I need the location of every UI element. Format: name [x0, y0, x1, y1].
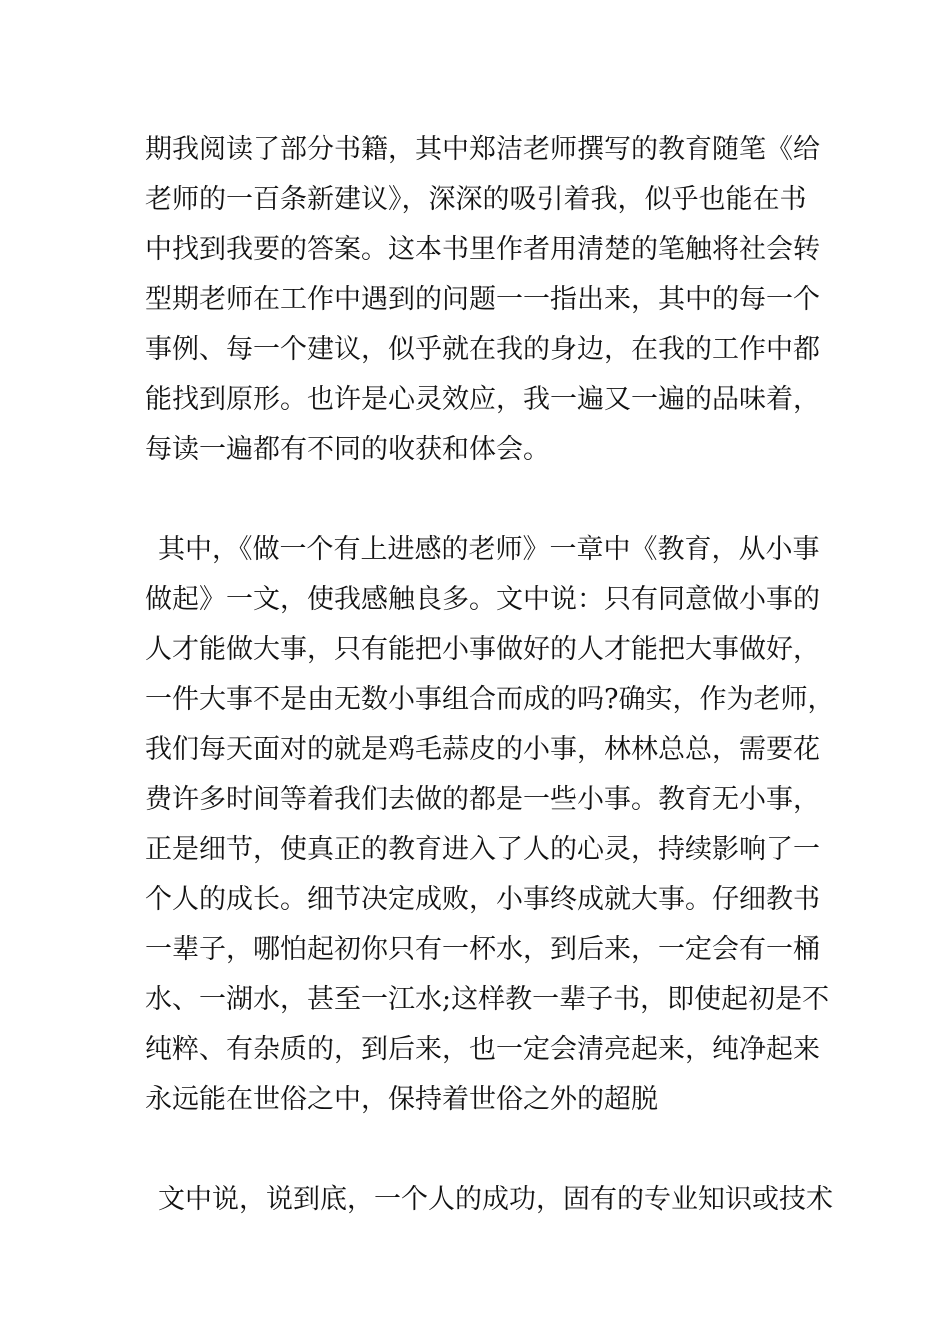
text-line: 纯粹、有杂质的，到后来，也一定会清亮起来，纯净起来	[145, 1034, 820, 1065]
text-line: 其中，《做一个有上进感的老师》一章中《教育，从小事	[158, 534, 820, 565]
text-line: 我们每天面对的就是鸡毛蒜皮的小事，林林总总，需要花	[145, 734, 820, 765]
text-line: 老师的一百条新建议》，深深的吸引着我，似乎也能在书	[145, 184, 807, 215]
text-line: 个人的成长。细节决定成败，小事终成就大事。仔细教书	[145, 884, 820, 915]
text-line: 事例、每一个建议，似乎就在我的身边，在我的工作中都	[145, 334, 820, 365]
text-line: 一件大事不是由无数小事组合而成的吗?确实，作为老师，	[145, 684, 835, 715]
text-line: 一辈子，哪怕起初你只有一杯水，到后来，一定会有一桶	[145, 934, 820, 965]
text-line: 永远能在世俗之中，保持着世俗之外的超脱	[145, 1084, 658, 1115]
text-line: 期我阅读了部分书籍，其中郑洁老师撰写的教育随笔《给	[145, 134, 820, 165]
text-line: 做起》一文，使我感触良多。文中说：只有同意做小事的	[145, 584, 820, 615]
text-line: 中找到我要的答案。这本书里作者用清楚的笔触将社会转	[145, 234, 820, 265]
text-line: 人才能做大事，只有能把小事做好的人才能把大事做好，	[145, 634, 820, 665]
text-line: 水、一湖水，甚至一江水;这样教一辈子书，即使起初是不	[145, 984, 830, 1015]
text-line: 费许多时间等着我们去做的都是一些小事。教育无小事，	[145, 784, 820, 815]
text-line: 每读一遍都有不同的收获和体会。	[145, 434, 550, 465]
text-line: 能找到原形。也许是心灵效应，我一遍又一遍的品味着，	[145, 384, 820, 415]
text-line: 正是细节，使真正的教育进入了人的心灵，持续影响了一	[145, 834, 820, 865]
text-line: 文中说，说到底，一个人的成功，固有的专业知识或技术	[158, 1184, 833, 1215]
text-line: 型期老师在工作中遇到的问题一一指出来，其中的每一个	[145, 284, 820, 315]
